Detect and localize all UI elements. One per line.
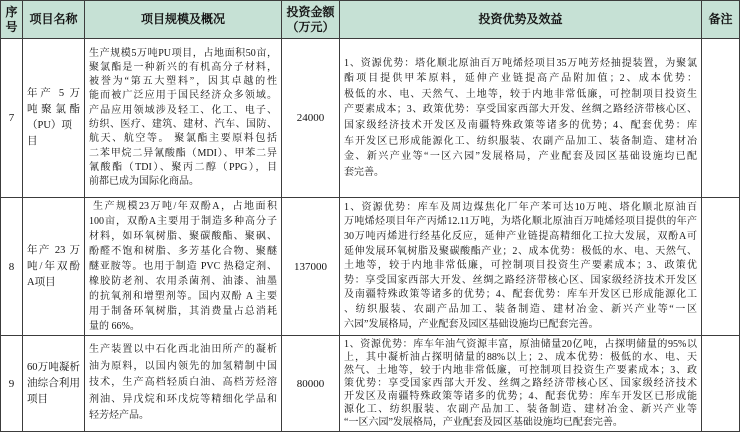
advantage-line: 车开发区已形成能源化工、纺织服装、农副产品加工、装备制造、建材冶 (344, 135, 697, 147)
project-name-cell (23, 39, 85, 198)
project-name-line: （PU）项目 (27, 120, 72, 147)
remarks-cell (702, 198, 740, 336)
header-investment-amount-unit: （万元） (286, 19, 335, 34)
overview-line: 产品应用领域涉及轻工、化工、电子、 (89, 104, 277, 116)
row-number: 7 (8, 112, 15, 124)
project-name-cell (23, 336, 85, 432)
header-investment-advantages: 投资优势及效益 (340, 1, 702, 39)
advantage-line: 金、新兴产业等“一区六园”发展格局，产业配套及园区基础设施均已配 (344, 151, 697, 163)
row-number: 8 (8, 260, 15, 273)
header-project-name: 项目名称 (23, 1, 85, 39)
advantage-line: 源化工、纺织服装、农副产品加工、装备制造、建材冶金、新兴产业等 (344, 404, 697, 415)
overview-line: 氰酸酯（TDI）、聚丙二醇（PPG），目 (89, 161, 277, 173)
overview-line: 被誉为“第五大塑料”，因其卓越的性 (89, 76, 277, 88)
overview-line: 纺织、医疗、建筑、建材、汽车、国防、 (89, 119, 277, 130)
project-overview-cell (85, 336, 282, 432)
overview-line: 醚亚胺等。也用于制造 PVC 热稳定剂、 (89, 261, 277, 272)
overview-line: 100亩，双酚A主要用于制造多种高分子 (89, 216, 277, 227)
advantage-line: 策优势：享受国家西部大开发、丝绸之路经济带核心区、国家级经济技术 (344, 378, 697, 389)
project-name-line: 吨/年双酚 (27, 260, 80, 272)
advantage-line: 产要素成本；3、政策优势：享受国家西部大开发、丝绸之路经济带核心区、 (344, 104, 697, 116)
advantage-line: 1、资源优势：库车年油气资源丰富，原油储量20亿吨，占探明储量的95%以 (344, 339, 697, 350)
project-overview-cell (85, 39, 282, 198)
project-name-line: 吨聚氯酯 (27, 104, 80, 115)
advantage-line: 国家级经济技术开发区及南疆特殊政策等诸多的优势；4、配套优势：库 (344, 120, 697, 131)
header-row (1, 1, 740, 39)
advantage-line: 30万吨丙烯进行经基化反应，延伸产业链提高精细化工拉大发展，双酚A可 (344, 231, 697, 243)
row-number-cell (1, 336, 23, 432)
overview-line: 量的 66%。 (89, 321, 140, 332)
remarks-cell (702, 336, 740, 432)
overview-line: 剂油、异戊烷和环戊烷等精细化学品和 (89, 393, 277, 405)
row-number: 9 (8, 377, 15, 390)
overview-line: 聚氯酯是一种新兴的有机高分子材料， (89, 61, 277, 73)
advantage-line: 1、资源优势：塔化顺北原油百万吨烯烃项目35万吨芳烃抽提装置，为聚氯 (344, 57, 697, 69)
header-serial-number-line: 序 (5, 4, 18, 19)
row-number-cell (1, 39, 23, 198)
overview-line: 生产装置以中石化西北油田所产的凝析 (89, 344, 277, 356)
table-row (1, 336, 740, 432)
project-name-line: 油综合利用 (27, 377, 80, 389)
project-name-line: 年产 5 万 (27, 88, 80, 99)
overview-line: 用于制备环氧树脂，其消费量占总消耗 (89, 306, 277, 317)
advantage-line: 势：享受国家西部大开发、丝绸之路经济带核心区、国家级经济技术开发区 (344, 274, 697, 286)
header-project-overview: 项目规模及概况 (85, 1, 282, 39)
advantage-line: 1、资源优势：库车及周边煤焦化厂年产苯可达10万吨、塔化顺北原油百 (344, 201, 697, 213)
overview-line: 橡胶防老剂、农用杀菌剂、油漆、油墨 (89, 276, 277, 287)
advantage-line: 土地等，较于内地非常低廉，可控制项目投资生产要素成本；3、政策优 (344, 260, 697, 272)
advantage-line: 套完善。 (344, 166, 384, 178)
advantage-line: 及南疆特殊政策等诸多的优势；4、配套优势：库车开发区已形成能源化工 (344, 289, 697, 301)
remarks-cell (702, 39, 740, 198)
investment-advantages-cell (340, 198, 702, 336)
overview-line: 油为原料，以国内领先的加氢精制中国 (89, 360, 277, 372)
advantage-line: 酯项目提供甲苯原料，延伸产业链提高产品附加值；2、成本优势： (344, 73, 697, 85)
project-name-cell (23, 198, 85, 336)
project-overview-cell (85, 198, 282, 336)
overview-line: 材料，如环氧树脂、聚碳酸酯、聚砜、 (89, 231, 277, 242)
investment-advantages-cell (340, 39, 702, 198)
investment-amount-cell (282, 198, 340, 336)
advantage-line: 六园”发展格局，产业配套及园区基础设施均已配套完善。 (344, 318, 599, 330)
table-row (1, 198, 740, 336)
row-number-cell (1, 198, 23, 336)
advantage-line: 开发区及南疆特殊政策等诸多的优势；4、配套优势：库车开发区已形成能 (344, 391, 697, 402)
header-investment-amount (282, 1, 340, 39)
project-name-line: 60万吨凝析 (27, 361, 80, 373)
project-name-line: A项目 (27, 276, 56, 288)
advantage-line: 万吨烯烃项目年产丙烯12.11万吨，为塔化顺北原油百万吨烯烃项目提供的年产 (344, 216, 697, 228)
advantage-line: 上，其中凝析油占探明储量的88%以上；2、成本优势：极低的水、电、天 (344, 352, 697, 363)
investment-amount: 24000 (296, 112, 325, 124)
advantage-line: 极低的水、电、天然气、土地等，较于内地非常低廉，可控制项目投资生 (344, 88, 697, 100)
investment-advantages-cell (340, 336, 702, 432)
overview-line: 航天、航空等。 聚氯酯主要原料包括 (89, 133, 277, 145)
overview-line: 轻芳烃产品。 (89, 410, 149, 422)
investment-amount: 80000 (296, 377, 325, 390)
table-row (1, 39, 740, 198)
overview-line: 前都已成为国际化商品。 (89, 176, 199, 188)
overview-line: 酚醛不饱和树脂、多芳基化合物、聚醚 (89, 246, 277, 257)
overview-line: 生产规模23万吨/年双酚A，占地面积 (93, 201, 277, 212)
overview-line: 生产规模5万吨PU项目，占地面积50亩， (89, 47, 277, 59)
overview-line: 的抗氧剂和增塑剂等。国内双酚 A 主要 (89, 291, 277, 302)
header-serial-number-line: 号 (5, 19, 18, 34)
project-name-line: 项目 (27, 393, 48, 405)
investment-amount: 137000 (294, 260, 327, 273)
overview-line: 能而被广泛应用于国民经济众多领域。 (89, 90, 277, 102)
project-name-line: 年产 23 万 (27, 244, 80, 256)
header-remarks: 备注 (702, 1, 740, 39)
advantage-line: “一区六园”发展格局，产业配套及园区基础设施均已配套完善。 (344, 417, 623, 428)
investment-amount-cell (282, 39, 340, 198)
advantage-line: 然气、土地等，较于内地非常低廉，可控制项目投资生产要素成本；3、政 (344, 365, 697, 376)
header-serial-number (1, 1, 23, 39)
header-investment-amount-line: 投资金额 (286, 4, 335, 19)
investment-amount-cell (282, 336, 340, 432)
overview-line: 二苯甲烷二异氰酸酯（MDI）、甲苯二异 (89, 147, 277, 159)
advantage-line: 延伸发展环氧树脂及聚碳酸酯产业；2、成本优势：极低的水、电、天然气、 (344, 245, 697, 257)
advantage-line: 、纺织服装、农副产品加工、装备制造、建材冶金、新兴产业等“一区 (344, 303, 697, 315)
overview-line: 技术，生产高档轻质白油、高档芳烃溶 (89, 377, 277, 389)
